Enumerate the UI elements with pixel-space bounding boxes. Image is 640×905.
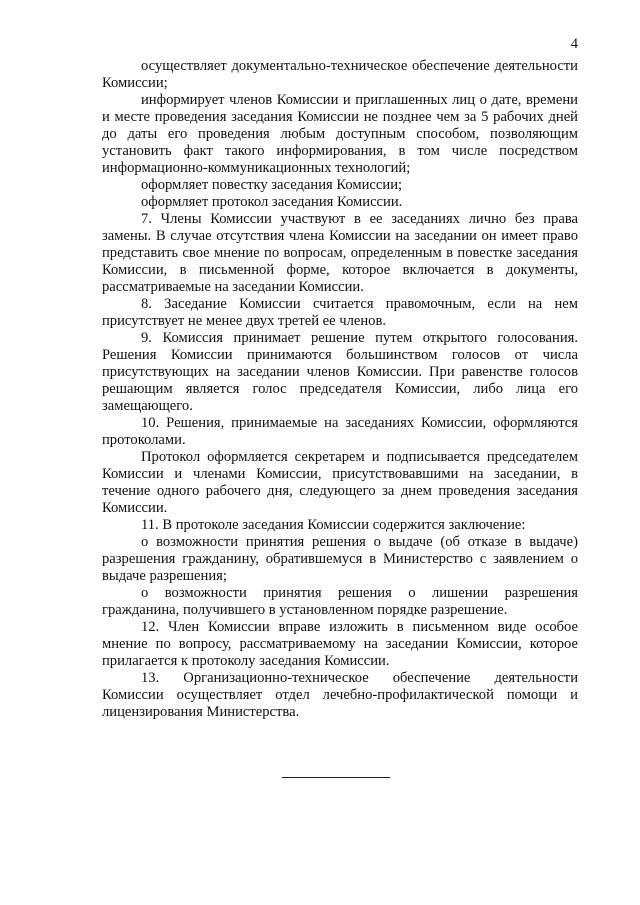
paragraph-item-10: 10. Решения, принимаемые на заседаниях Комиссии, оформляются протоколами. xyxy=(102,415,578,448)
paragraph: оформляет повестку заседания Комиссии; xyxy=(141,177,403,193)
paragraph-item-13: 13. Организационно-техническое обеспечение деятельности Комиссии осуществляет отдел лечебно-профилактической помощи и лицензирования Министерства. xyxy=(102,670,578,720)
paragraph-item-12: 12. Член Комиссии вправе изложить в письменном виде особое мнение по вопросу, рассматриваемому на заседании Комиссии, которое прилагается к протоколу заседания Комиссии. xyxy=(102,619,578,669)
paragraph-item-9: 9. Комиссия принимает решение путем открытого голосования. Решения Комиссии принимаются большинством голосов от числа присутствующих на заседании членов Комиссии. При равенстве голосов решающим является голос председателя Комиссии, либо лица его замещающего. xyxy=(102,330,578,414)
paragraph-item-7: 7. Члены Комиссии участвуют в ее заседаниях лично без права замены. В случае отсутствия члена Комиссии на заседании он имеет право представить свое мнение по вопросам, определенным в повестке заседания Комиссии, в письменной форме, которое включается в документы, рассматриваемые на заседании Комиссии. xyxy=(102,211,578,295)
paragraph-item-8: 8. Заседание Комиссии считается правомочным, если на нем присутствует не менее двух третей ее членов. xyxy=(102,296,578,329)
paragraph: Протокол оформляется секретарем и подписывается председателем Комиссии и членами Комиссии, присутствовавшими на заседании, в течение одного рабочего дня, следующего за днем проведения заседания Комиссии. xyxy=(102,449,578,516)
page-number: 4 xyxy=(570,36,578,52)
paragraph: о возможности принятия решения о лишении разрешения гражданина, получившего в установленном порядке разрешение. xyxy=(102,585,578,618)
paragraph: оформляет протокол заседания Комиссии. xyxy=(141,194,403,210)
document-body xyxy=(102,58,578,721)
paragraph: информирует членов Комиссии и приглашенных лиц о дате, времени и месте проведения заседания Комиссии не позднее чем за 5 рабочих дней до даты его проведения любым доступным способом, позволяющим установить факт такого информирования, в том числе посредством информационно-коммуникационных технологий; xyxy=(102,92,578,176)
end-separator-line xyxy=(282,777,390,778)
paragraph: осуществляет документально-техническое обеспечение деятельности Комиссии; xyxy=(102,58,578,91)
paragraph-item-11: 11. В протоколе заседания Комиссии содержится заключение: xyxy=(141,517,526,533)
paragraph: о возможности принятия решения о выдаче (об отказе в выдаче) разрешения гражданину, обратившемуся в Министерство с заявлением о выдаче разрешения; xyxy=(102,534,578,584)
